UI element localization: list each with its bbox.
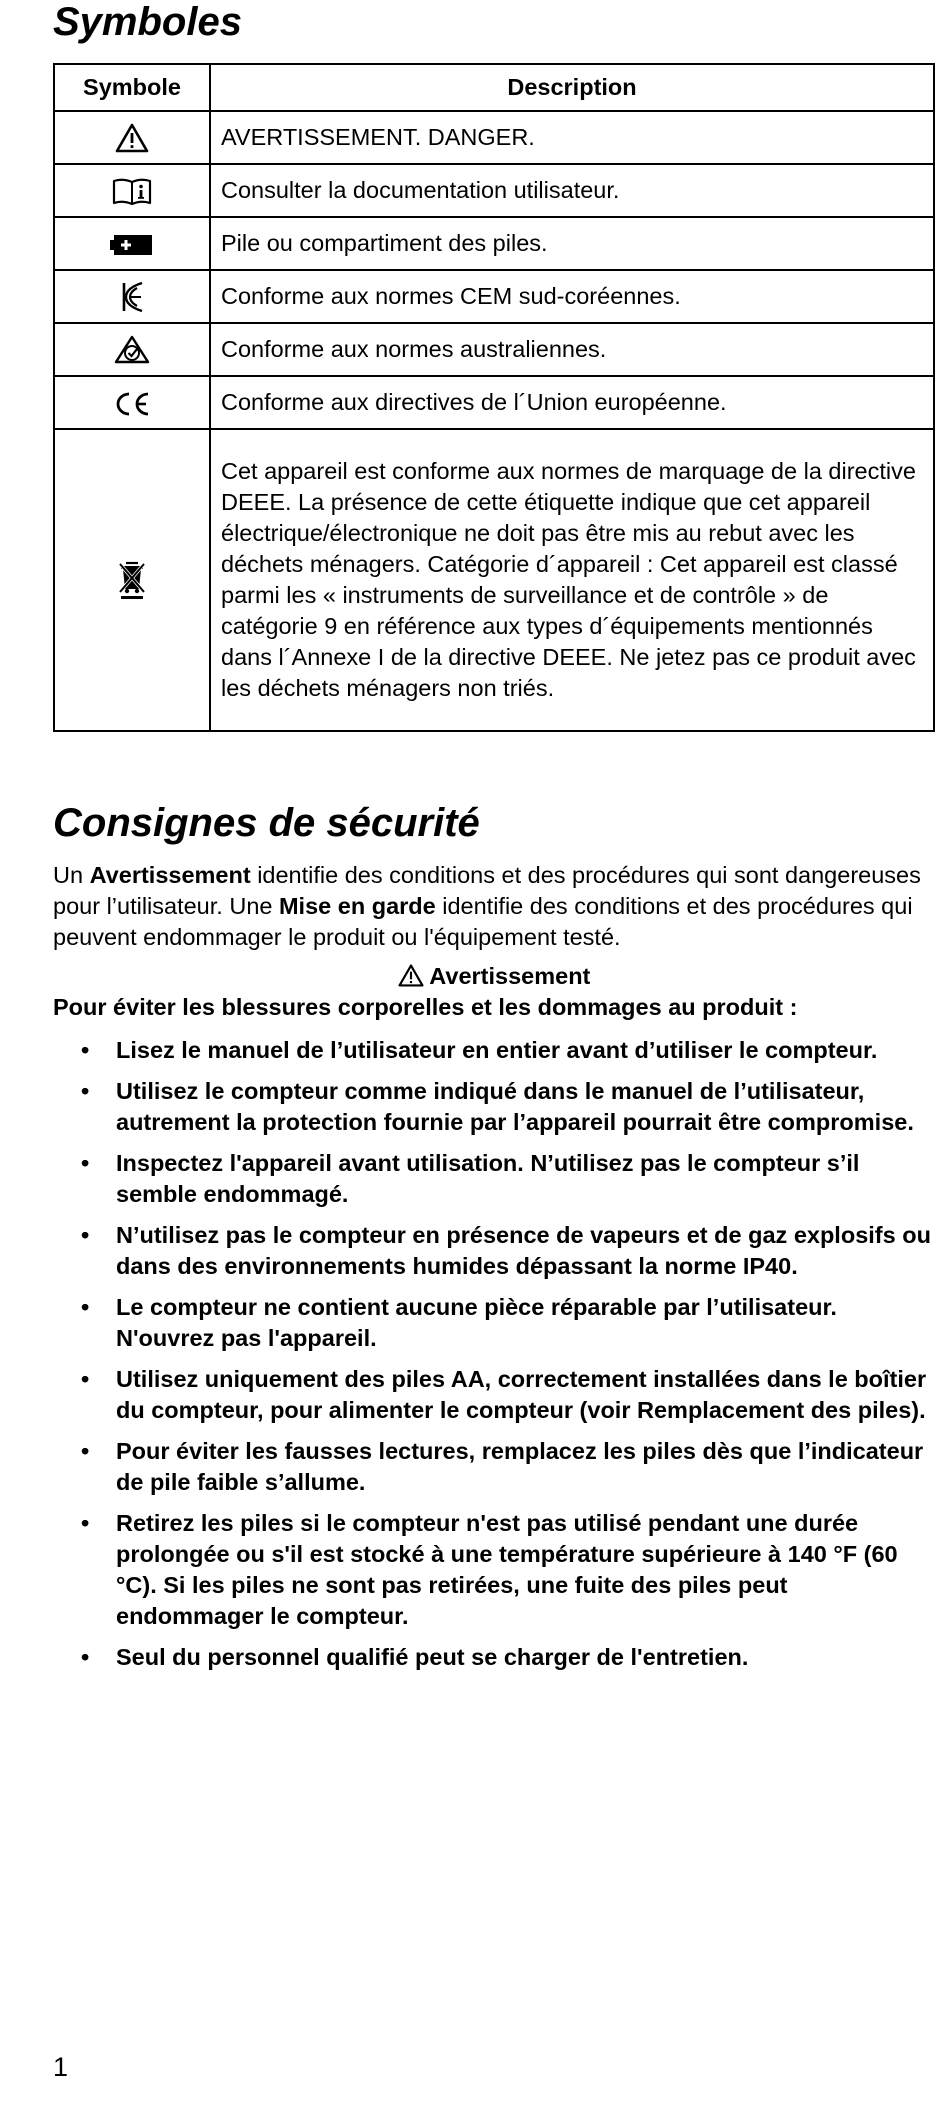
symbol-description: Conforme aux directives de l´Union européenne. — [210, 376, 934, 429]
symbol-description: Conforme aux normes australiennes. — [210, 323, 934, 376]
table-row — [54, 111, 934, 164]
warning-heading-label: Avertissement — [429, 963, 591, 989]
list-item: • Pour éviter les fausses lectures, remplacez les piles dès que l’indicateur de pile faible s’allume. — [53, 1436, 935, 1498]
warning-intro: Pour éviter les blessures corporelles et les dommages au produit : — [53, 994, 798, 1020]
list-item: • Lisez le manuel de l’utilisateur en entier avant d’utiliser le compteur. — [53, 1035, 935, 1066]
ce-mark-icon — [112, 390, 152, 418]
symbol-cell — [54, 270, 210, 323]
table-row — [54, 429, 934, 731]
symbol-cell — [54, 111, 210, 164]
warning-triangle-icon — [398, 964, 424, 987]
intro-text-part: identifie des conditions et des procédures qui peuvent endommager le produit ou l'équipement testé. — [53, 893, 913, 950]
kc-mark-icon — [119, 280, 145, 314]
list-item: • Utilisez uniquement des piles AA, correctement installées dans le boîtier du compteur, pour alimenter le compteur (voir Remplacement des piles). — [53, 1364, 935, 1426]
weee-crossed-bin-icon — [117, 559, 147, 601]
warning-triangle-icon — [115, 123, 149, 153]
symbol-cell — [54, 323, 210, 376]
list-item: • Le compteur ne contient aucune pièce réparable par l’utilisateur. N'ouvrez pas l'appareil. — [53, 1292, 935, 1354]
table-row — [54, 376, 934, 429]
column-header-description: Description — [210, 64, 934, 111]
list-item: • Inspectez l'appareil avant utilisation. N’utilisez pas le compteur s’il semble endommagé. — [53, 1148, 935, 1210]
warning-heading — [53, 961, 935, 992]
list-item: • Retirez les piles si le compteur n'est pas utilisé pendant une durée prolongée ou s'il est stocké à une température supérieure à 140 °F (60 °C). Si les piles ne sont pas retirées, une fuite des piles peut endommager le compteur. — [53, 1508, 935, 1632]
symbol-description: Conforme aux normes CEM sud-coréennes. — [210, 270, 934, 323]
intro-text-part: Un — [53, 862, 90, 888]
safety-warnings-list — [53, 1035, 935, 1683]
symbol-cell — [54, 376, 210, 429]
symbol-cell — [54, 164, 210, 217]
symbols-table-header — [54, 64, 934, 111]
intro-bold-term: Avertissement — [89, 862, 251, 888]
safety-section-title: Consignes de sécurité — [53, 801, 480, 845]
table-row — [54, 217, 934, 270]
symbol-description: Pile ou compartiment des piles. — [210, 217, 934, 270]
list-item: • Utilisez le compteur comme indiqué dans le manuel de l’utilisateur, autrement la protection fournie par l’appareil pourrait être compromise. — [53, 1076, 935, 1138]
list-item: • Seul du personnel qualifié peut se charger de l'entretien. — [53, 1642, 935, 1673]
symbol-description: Consulter la documentation utilisateur. — [210, 164, 934, 217]
symbol-cell — [54, 429, 210, 731]
symbol-description: Cet appareil est conforme aux normes de marquage de la directive DEEE. La présence de cette étiquette indique que cet appareil électrique/électronique ne doit pas être mis au rebut avec les déchets ménagers. Catégorie d´appareil : Cet appareil est classé parmi les « instruments de surveillance et de contrôle » de catégorie 9 en référence aux types d´équipements mentionnés dans l´Annexe I de la directive DEEE. Ne jetez pas ce produit avec les déchets ménagers non triés. — [210, 429, 934, 731]
rcm-mark-icon — [113, 334, 151, 366]
page-number: 1 — [53, 2052, 69, 2082]
table-row — [54, 270, 934, 323]
symbols-table — [53, 63, 935, 732]
symbol-description: AVERTISSEMENT. DANGER. — [210, 111, 934, 164]
list-item: • N’utilisez pas le compteur en présence de vapeurs et de gaz explosifs ou dans des environnements humides dépassant la norme IP40. — [53, 1220, 935, 1282]
intro-bold-term: Mise en garde — [278, 893, 436, 919]
user-manual-icon — [111, 176, 153, 206]
column-header-symbol: Symbole — [54, 64, 210, 111]
safety-intro-paragraph — [53, 860, 935, 953]
battery-icon — [110, 233, 154, 257]
intro-text-part: identifie des conditions et des procédures qui sont dangereuses pour l’utilisateur. Une — [53, 862, 921, 919]
symbols-section-title: Symboles — [53, 0, 242, 44]
symbol-cell — [54, 217, 210, 270]
table-row — [54, 323, 934, 376]
table-row — [54, 164, 934, 217]
